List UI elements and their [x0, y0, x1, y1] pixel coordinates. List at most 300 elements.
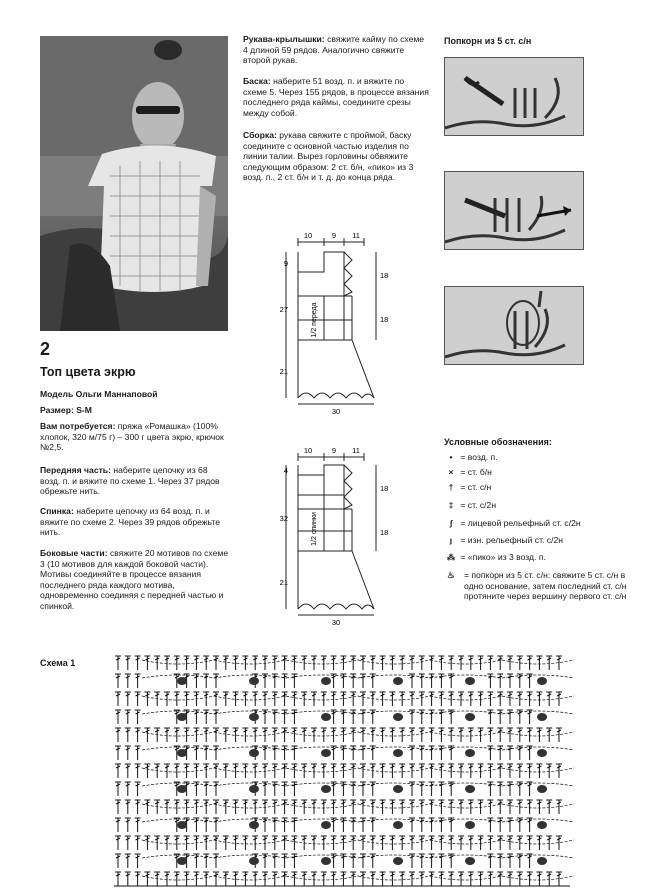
stitch-mark	[321, 800, 327, 814]
dim-top: 9	[331, 446, 337, 455]
legend-item	[444, 518, 581, 529]
stitch-mark	[125, 656, 131, 670]
stitch-mark	[331, 854, 337, 868]
stitch-mark	[203, 818, 209, 832]
stitch-mark	[262, 836, 268, 850]
stitch-mark	[527, 656, 533, 670]
stitch-mark	[468, 872, 474, 886]
stitch-mark	[360, 728, 366, 742]
stitch-mark	[115, 800, 121, 814]
chain-stitch-icon: •	[449, 452, 453, 462]
stitch-mark	[458, 728, 464, 742]
section-sleeves	[243, 34, 430, 66]
stitch-mark	[487, 746, 493, 760]
stitch-mark	[125, 782, 131, 796]
chain-arc	[142, 732, 214, 736]
popcorn-mark	[465, 857, 475, 865]
popcorn-mark	[177, 821, 187, 829]
stitch-mark	[438, 764, 444, 778]
popcorn-mark	[465, 821, 475, 829]
popcorn-mark	[393, 785, 403, 793]
stitch-mark	[458, 656, 464, 670]
stitch-mark	[272, 728, 278, 742]
stitch-mark	[497, 710, 503, 724]
stitch-mark	[350, 710, 356, 724]
stitch-mark	[331, 818, 337, 832]
stitch-mark	[399, 800, 405, 814]
popcorn-mark	[537, 821, 547, 829]
stitch-mark	[438, 872, 444, 886]
stitch-mark	[497, 728, 503, 742]
stitch-mark	[213, 728, 219, 742]
stitch-mark	[487, 872, 493, 886]
stitch-mark	[360, 656, 366, 670]
stitch-mark	[527, 746, 533, 760]
popcorn-mark	[537, 713, 547, 721]
stitch-mark	[125, 818, 131, 832]
stitch-mark	[262, 728, 268, 742]
stitch-mark	[282, 782, 288, 796]
stitch-mark	[164, 656, 170, 670]
stitch-mark	[262, 818, 268, 832]
section-text: рукава свяжите с проймой, баску соедините с основной частью изделия по линии талии. Вырез горловины обвяжите следующим образом: 2 ст. б/н, «пико» из 3 возд. п., 2 ст. б/н и т. д. до конца ряда.	[243, 130, 414, 183]
stitch-mark	[291, 728, 297, 742]
dim-left: 21	[279, 578, 288, 587]
section-materials	[40, 421, 230, 453]
stitch-mark	[282, 818, 288, 832]
dim-left: 27	[279, 305, 288, 314]
back-half-label: 1/2 спинки	[311, 512, 318, 546]
stitch-mark	[174, 692, 180, 706]
stitch-mark	[282, 800, 288, 814]
stitch-mark	[331, 872, 337, 886]
stitch-mark	[331, 674, 337, 688]
stitch-mark	[438, 800, 444, 814]
stitch-mark	[507, 800, 513, 814]
stitch-mark	[546, 836, 552, 850]
section-label: Сборка:	[243, 130, 277, 140]
stitch-mark	[213, 854, 219, 868]
stitch-mark	[429, 854, 435, 868]
stitch-mark	[242, 728, 248, 742]
chain-arc	[142, 696, 214, 700]
stitch-mark	[380, 764, 386, 778]
chain-arc	[286, 660, 358, 664]
stitch-mark	[135, 746, 141, 760]
popcorn-mark	[537, 857, 547, 865]
stitch-mark	[507, 818, 513, 832]
stitch-mark	[527, 710, 533, 724]
chain-arc	[286, 855, 358, 858]
chain-arc	[502, 696, 574, 700]
stitch-mark	[497, 692, 503, 706]
popcorn-mark	[321, 677, 331, 685]
stitch-mark	[536, 728, 542, 742]
popcorn-mark	[465, 713, 475, 721]
chain-arc	[430, 768, 502, 772]
stitch-mark	[536, 692, 542, 706]
stitch-mark	[468, 656, 474, 670]
stitch-mark	[242, 872, 248, 886]
stitch-mark	[115, 746, 121, 760]
stitch-mark	[125, 692, 131, 706]
stitch-mark	[213, 692, 219, 706]
stitch-mark	[262, 692, 268, 706]
stitch-mark	[321, 692, 327, 706]
chain-arc	[358, 804, 430, 808]
chain-arc	[286, 747, 358, 750]
double-crochet-icon: †	[448, 482, 454, 492]
stitch-mark	[380, 728, 386, 742]
stitch-mark	[419, 818, 425, 832]
stitch-mark	[154, 836, 160, 850]
stitch-mark	[370, 800, 376, 814]
stitch-mark	[458, 836, 464, 850]
popcorn-mark	[177, 677, 187, 685]
stitch-mark	[164, 692, 170, 706]
dim-top: 9	[331, 231, 337, 240]
stitch-mark	[213, 818, 219, 832]
stitch-mark	[429, 692, 435, 706]
popcorn-step-image	[445, 58, 583, 135]
stitch-mark	[331, 728, 337, 742]
chain-arc	[358, 840, 430, 844]
stitch-mark	[135, 692, 141, 706]
dim-bottom: 30	[331, 407, 341, 416]
stitch-mark	[370, 746, 376, 760]
stitch-mark	[350, 800, 356, 814]
stitch-mark	[448, 746, 454, 760]
stitch-mark	[458, 872, 464, 886]
section-text: наберите цепочку из 68 возд. п. и вяжите по схеме 1. Через 37 рядов обрежьте нить.	[40, 465, 220, 497]
legend-item	[444, 452, 498, 463]
stitch-mark	[272, 872, 278, 886]
front-half-label: 1/2 переда	[311, 302, 318, 338]
stitch-mark	[252, 656, 258, 670]
chain-arc	[430, 876, 502, 880]
section-front	[40, 465, 230, 497]
stitch-mark	[223, 728, 229, 742]
stitch-mark	[389, 800, 395, 814]
stitch-mark	[448, 782, 454, 796]
stitch-mark	[370, 710, 376, 724]
stitch-mark	[497, 800, 503, 814]
stitch-mark	[184, 728, 190, 742]
stitch-mark	[497, 764, 503, 778]
stitch-mark	[399, 764, 405, 778]
stitch-mark	[458, 764, 464, 778]
stitch-mark	[380, 656, 386, 670]
stitch-mark	[311, 872, 317, 886]
chain-arc	[358, 876, 430, 880]
stitch-mark	[370, 872, 376, 886]
chain-arc	[358, 675, 430, 678]
chain-arc	[358, 711, 430, 714]
chain-arc	[502, 876, 574, 880]
stitch-mark	[497, 854, 503, 868]
stitch-mark	[399, 692, 405, 706]
stitch-mark	[164, 836, 170, 850]
stitch-mark	[487, 854, 493, 868]
stitch-mark	[213, 656, 219, 670]
section-text: наберите 51 возд. п. и вяжите по схеме 5. Через 155 рядов, в процессе вязания последнего ряда каймы, соедините срезы между собой.	[243, 76, 429, 118]
stitch-mark	[350, 764, 356, 778]
stitch-mark	[115, 782, 121, 796]
stitch-mark	[291, 656, 297, 670]
stitch-mark	[242, 692, 248, 706]
section-label: Передняя часть:	[40, 465, 111, 475]
chain-arc	[502, 783, 574, 786]
stitch-mark	[135, 728, 141, 742]
single-crochet-icon: ×	[448, 467, 454, 477]
stitch-mark	[350, 746, 356, 760]
stitch-mark	[497, 674, 503, 688]
stitch-mark	[184, 656, 190, 670]
stitch-mark	[507, 728, 513, 742]
stitch-mark	[507, 746, 513, 760]
scheme1-label: Схема 1	[40, 658, 76, 668]
stitch-mark	[184, 764, 190, 778]
stitch-mark	[419, 746, 425, 760]
chain-arc	[286, 732, 358, 736]
legend-text: = возд. п.	[460, 452, 498, 462]
stitch-mark	[252, 692, 258, 706]
section-label: Рукава-крылышки:	[243, 34, 325, 44]
stitch-mark	[311, 764, 317, 778]
stitch-mark	[164, 800, 170, 814]
chain-arc	[502, 747, 574, 750]
stitch-mark	[135, 872, 141, 886]
chain-arc	[286, 840, 358, 844]
stitch-mark	[272, 692, 278, 706]
stitch-mark	[135, 764, 141, 778]
stitch-mark	[311, 692, 317, 706]
section-back	[40, 506, 230, 538]
stitch-mark	[282, 746, 288, 760]
stitch-mark	[223, 836, 229, 850]
stitch-mark	[144, 872, 150, 886]
stitch-mark	[478, 692, 484, 706]
popcorn-mark	[177, 713, 187, 721]
stitch-mark	[291, 800, 297, 814]
chain-arc	[142, 804, 214, 808]
stitch-mark	[360, 674, 366, 688]
popcorn-icon: ♨	[447, 570, 455, 580]
stitch-mark	[252, 872, 258, 886]
stitch-mark	[419, 854, 425, 868]
stitch-mark	[507, 854, 513, 868]
stitch-mark	[487, 800, 493, 814]
dim-top: 10	[303, 231, 313, 240]
stitch-mark	[213, 674, 219, 688]
popcorn-mark	[177, 857, 187, 865]
stitch-mark	[282, 710, 288, 724]
stitch-mark	[203, 728, 209, 742]
stitch-mark	[115, 818, 121, 832]
chain-arc	[502, 711, 574, 714]
stitch-mark	[458, 692, 464, 706]
stitch-mark	[380, 836, 386, 850]
stitch-mark	[144, 764, 150, 778]
chain-arc	[502, 732, 574, 736]
stitch-mark	[389, 692, 395, 706]
stitch-mark	[272, 656, 278, 670]
stitch-mark	[184, 836, 190, 850]
chain-arc	[358, 768, 430, 772]
chain-arc	[142, 660, 214, 664]
popcorn-mark	[249, 749, 259, 757]
stitch-mark	[203, 764, 209, 778]
stitch-mark	[282, 674, 288, 688]
stitch-mark	[291, 818, 297, 832]
stitch-mark	[174, 728, 180, 742]
stitch-mark	[370, 674, 376, 688]
stitch-mark	[370, 818, 376, 832]
legend-item	[444, 500, 496, 511]
stitch-mark	[546, 800, 552, 814]
stitch-mark	[154, 800, 160, 814]
stitch-mark	[399, 872, 405, 886]
stitch-mark	[360, 854, 366, 868]
stitch-mark	[291, 872, 297, 886]
stitch-mark	[429, 746, 435, 760]
legend-text: = попкорн из 5 ст. с/н: свяжите 5 ст. с/н в одно основание, затем последний ст. с/н протяните через вершину первого ст. с/н	[464, 570, 627, 602]
stitch-mark	[213, 800, 219, 814]
stitch-mark	[448, 818, 454, 832]
stitch-mark	[360, 782, 366, 796]
stitch-mark	[203, 692, 209, 706]
stitch-mark	[184, 872, 190, 886]
stitch-mark	[487, 692, 493, 706]
stitch-mark	[478, 836, 484, 850]
popcorn-step-image	[445, 287, 583, 364]
stitch-mark	[203, 782, 209, 796]
stitch-mark	[536, 656, 542, 670]
dim-left: 32	[279, 514, 288, 523]
section-label: Спинка:	[40, 506, 74, 516]
stitch-mark	[115, 764, 121, 778]
stitch-mark	[360, 710, 366, 724]
stitch-mark	[527, 782, 533, 796]
stitch-mark	[478, 872, 484, 886]
chain-arc	[358, 696, 430, 700]
stitch-mark	[164, 728, 170, 742]
stitch-mark	[262, 746, 268, 760]
stitch-mark	[389, 656, 395, 670]
pattern-title: Топ цвета экрю	[40, 365, 136, 379]
stitch-mark	[125, 836, 131, 850]
stitch-mark	[419, 710, 425, 724]
section-label: Вам потребуется:	[40, 421, 116, 431]
stitch-mark	[125, 800, 131, 814]
stitch-mark	[223, 656, 229, 670]
stitch-mark	[115, 674, 121, 688]
chain-arc	[358, 783, 430, 786]
stitch-mark	[448, 674, 454, 688]
stitch-mark	[213, 764, 219, 778]
section-text: наберите цепочку из 64 возд. п. и вяжите по схеме 2. Через 39 рядов обрежьте нить.	[40, 506, 220, 538]
stitch-mark	[252, 800, 258, 814]
stitch-mark	[154, 692, 160, 706]
stitch-mark	[448, 710, 454, 724]
stitch-mark	[419, 692, 425, 706]
stitch-mark	[507, 674, 513, 688]
stitch-mark	[350, 692, 356, 706]
dim-right: 18	[380, 315, 389, 324]
popcorn-mark	[249, 713, 259, 721]
popcorn-mark	[537, 785, 547, 793]
stitch-mark	[213, 782, 219, 796]
stitch-mark	[291, 710, 297, 724]
stitch-mark	[429, 656, 435, 670]
stitch-mark	[507, 764, 513, 778]
stitch-mark	[262, 854, 268, 868]
chain-arc	[430, 804, 502, 808]
stitch-mark	[174, 872, 180, 886]
stitch-mark	[507, 692, 513, 706]
chain-arc	[286, 804, 358, 808]
popcorn-title: Попкорн из 5 ст. с/н	[444, 36, 532, 46]
stitch-mark	[223, 692, 229, 706]
legend-item	[444, 535, 563, 546]
stitch-mark	[291, 836, 297, 850]
stitch-mark	[125, 674, 131, 688]
stitch-mark	[291, 674, 297, 688]
stitch-mark	[203, 872, 209, 886]
stitch-mark	[331, 710, 337, 724]
stitch-mark	[203, 836, 209, 850]
stitch-mark	[115, 692, 121, 706]
stitch-mark	[135, 800, 141, 814]
stitch-mark	[546, 692, 552, 706]
chain-arc	[358, 732, 430, 736]
stitch-mark	[135, 674, 141, 688]
stitch-mark	[546, 728, 552, 742]
popcorn-mark	[465, 785, 475, 793]
stitch-mark	[389, 728, 395, 742]
stitch-mark	[527, 728, 533, 742]
stitch-mark	[282, 764, 288, 778]
stitch-mark	[125, 872, 131, 886]
stitch-mark	[282, 656, 288, 670]
stitch-mark	[546, 872, 552, 886]
stitch-mark	[497, 656, 503, 670]
stitch-mark	[389, 836, 395, 850]
chain-arc	[502, 675, 574, 678]
stitch-mark	[291, 854, 297, 868]
popcorn-step-3	[444, 286, 584, 365]
popcorn-step-image	[445, 172, 583, 249]
section-assembly	[243, 130, 430, 183]
chain-arc	[286, 768, 358, 772]
back-schematic	[276, 445, 406, 630]
stitch-mark	[370, 656, 376, 670]
stitch-mark	[282, 836, 288, 850]
stitch-mark	[487, 710, 493, 724]
stitch-mark	[154, 872, 160, 886]
stitch-mark	[487, 782, 493, 796]
stitch-mark	[380, 872, 386, 886]
stitch-mark	[497, 818, 503, 832]
chain-arc	[358, 660, 430, 664]
stitch-mark	[497, 836, 503, 850]
legend-text: = ст. с/2н	[460, 500, 497, 510]
stitch-mark	[174, 836, 180, 850]
stitch-mark	[527, 764, 533, 778]
legend-item	[444, 552, 546, 563]
stitch-mark	[331, 836, 337, 850]
stitch-mark	[399, 656, 405, 670]
